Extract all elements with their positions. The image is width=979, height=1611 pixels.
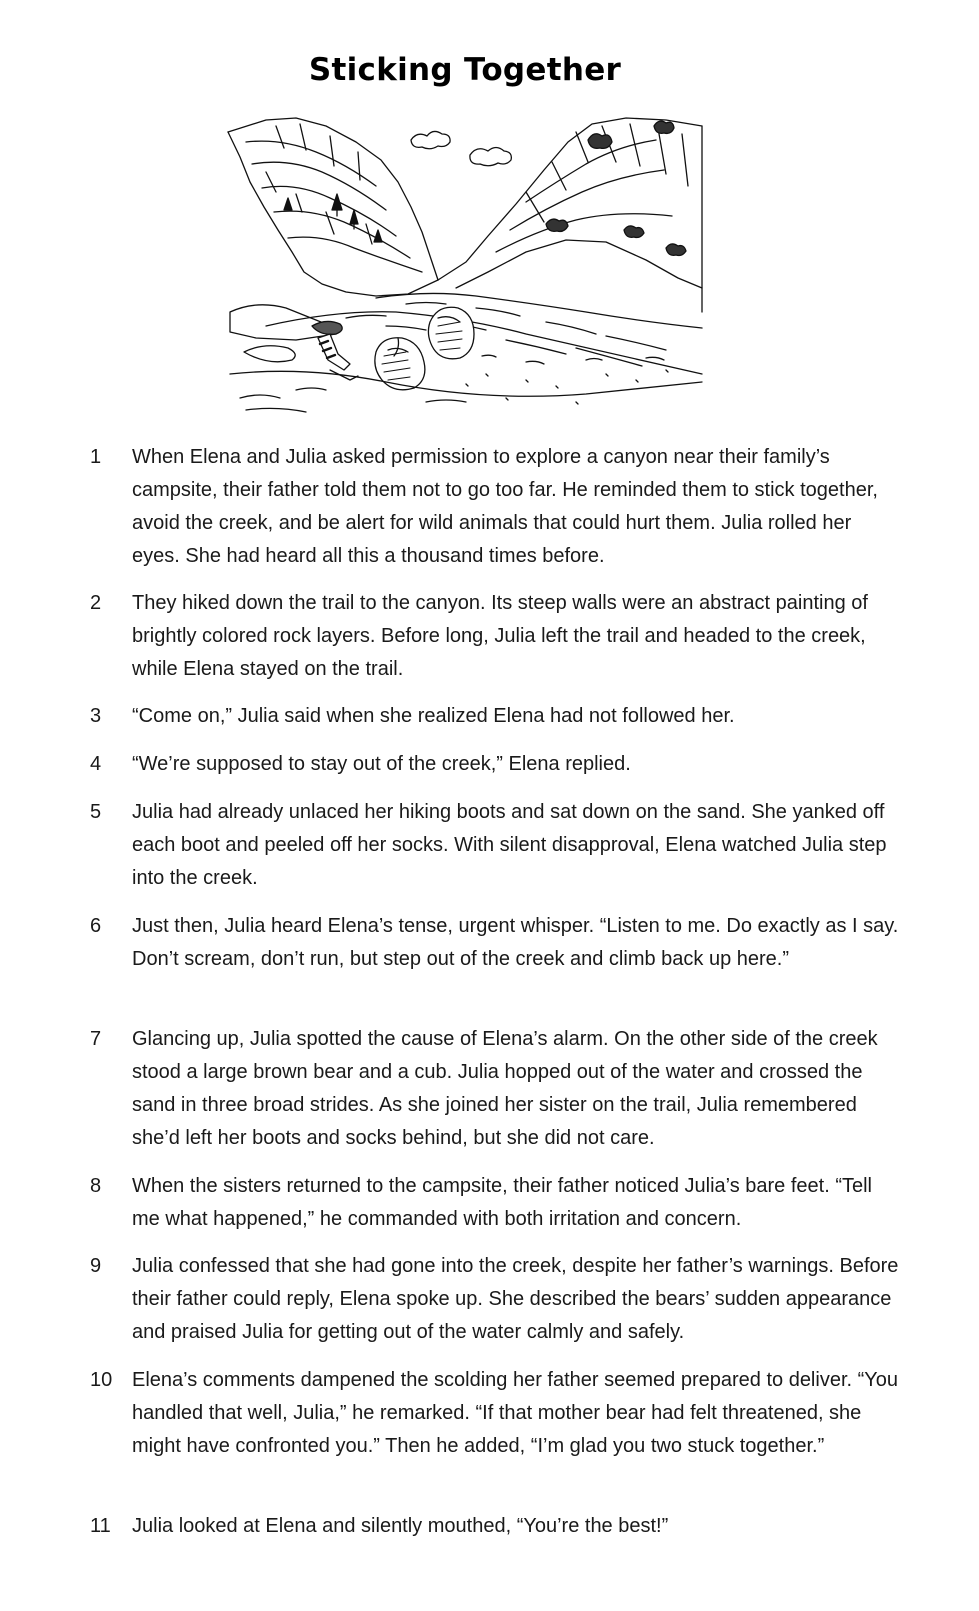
paragraph-number: 2 [90, 592, 102, 614]
paragraph-text: “Come on,” Julia said when she realized Elena had not followed her. [132, 705, 735, 727]
paragraph-number: 4 [90, 753, 102, 775]
canyon-illustration [226, 112, 706, 417]
paragraph-text: “We’re supposed to stay out of the creek,” Elena replied. [132, 753, 631, 775]
paragraph-text: When Elena and Julia asked permission to explore a canyon near their family’s campsite, their father told them not to go too far. He reminded them to stick together, avoid the creek, and be alert for wild animals that could hurt them. Julia rolled her eyes. She had heard all this a thousand times before. [132, 446, 878, 567]
paragraph-text: Just then, Julia heard Elena’s tense, urgent whisper. “Listen to me. Do exactly as I say. Don’t scream, don’t run, but step out of the creek and climb back up here.” [132, 915, 899, 970]
paragraph-text: Julia looked at Elena and silently mouthed, “You’re the best!” [132, 1515, 669, 1537]
paragraph-number: 6 [90, 915, 102, 937]
paragraph-number: 7 [90, 1028, 102, 1050]
paragraph-text: They hiked down the trail to the canyon. Its steep walls were an abstract painting of brightly colored rock layers. Before long, Julia left the trail and headed to the creek, while Elena stayed on the trail. [132, 592, 868, 680]
paragraph-text: Elena’s comments dampened the scolding her father seemed prepared to deliver. “You handled that well, Julia,” he remarked. “If that mother bear had felt threatened, she might have confronted you.” Then he added, “I’m glad you two stuck together.” [132, 1369, 899, 1457]
paragraph-text: When the sisters returned to the campsite, their father noticed Julia’s bare feet. “Tell me what happened,” he commanded with both irritation and concern. [132, 1175, 872, 1230]
paragraph-number: 9 [90, 1255, 102, 1277]
paragraph-text: Julia confessed that she had gone into the creek, despite her father’s warnings. Before their father could reply, Elena spoke up. She described the bears’ sudden appearance and praised Julia for getting out of the water calmly and safely. [132, 1255, 899, 1343]
story-title: Sticking Together [308, 52, 622, 88]
paragraph-number: 8 [90, 1175, 102, 1197]
paragraph-number: 5 [90, 801, 102, 823]
paragraph-text: Glancing up, Julia spotted the cause of Elena’s alarm. On the other side of the creek stood a large brown bear and a cub. Julia hopped out of the water and crossed the sand in three broad strides. As she joined her sister on the trail, Julia remembered she’d left her boots and socks behind, but she did not care. [132, 1028, 878, 1149]
paragraph-text: Julia had already unlaced her hiking boots and sat down on the sand. She yanked off each boot and peeled off her socks. With silent disapproval, Elena watched Julia step into the creek. [132, 801, 887, 889]
paragraph-number: 10 [90, 1369, 113, 1391]
paragraph-number: 3 [90, 705, 102, 727]
paragraph-number: 1 [90, 446, 102, 468]
paragraph-number: 11 [90, 1515, 111, 1537]
